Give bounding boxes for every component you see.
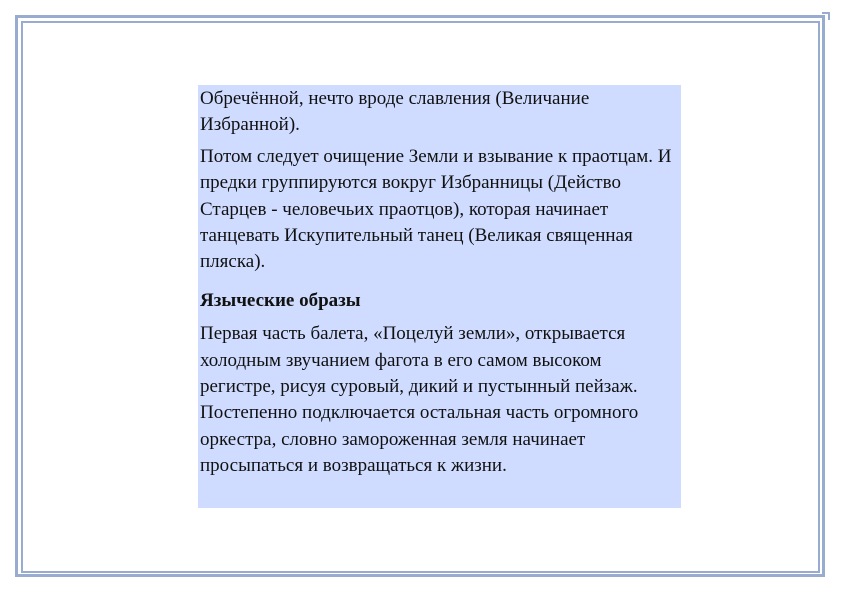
- paragraph-intro: Обречённой, нечто вроде славления (Величание Избранной).: [200, 88, 590, 136]
- corner-decoration: [822, 12, 830, 20]
- paragraph-first-part: Первая часть балета, «Поцелуй земли», открывается холодным звучанием фагота в его самом высоком регистре, рисуя суровый, дикий и пустынный пейзаж. Постепенно подключается остальная часть огромного оркестра, словно замороженная земля начинает просыпаться и возвращаться к жизни.: [200, 323, 639, 477]
- paragraph-ancestors: Потом следует очищение Земли и взывание к праотцам. И предки группируются вокруг Избранницы (Действо Старцев - человечьих праотцов), которая начинает танцевать Искупительный танец (Великая священная пляска).: [200, 145, 672, 273]
- section-heading: Языческие образы: [200, 289, 361, 311]
- text-block: [198, 85, 681, 508]
